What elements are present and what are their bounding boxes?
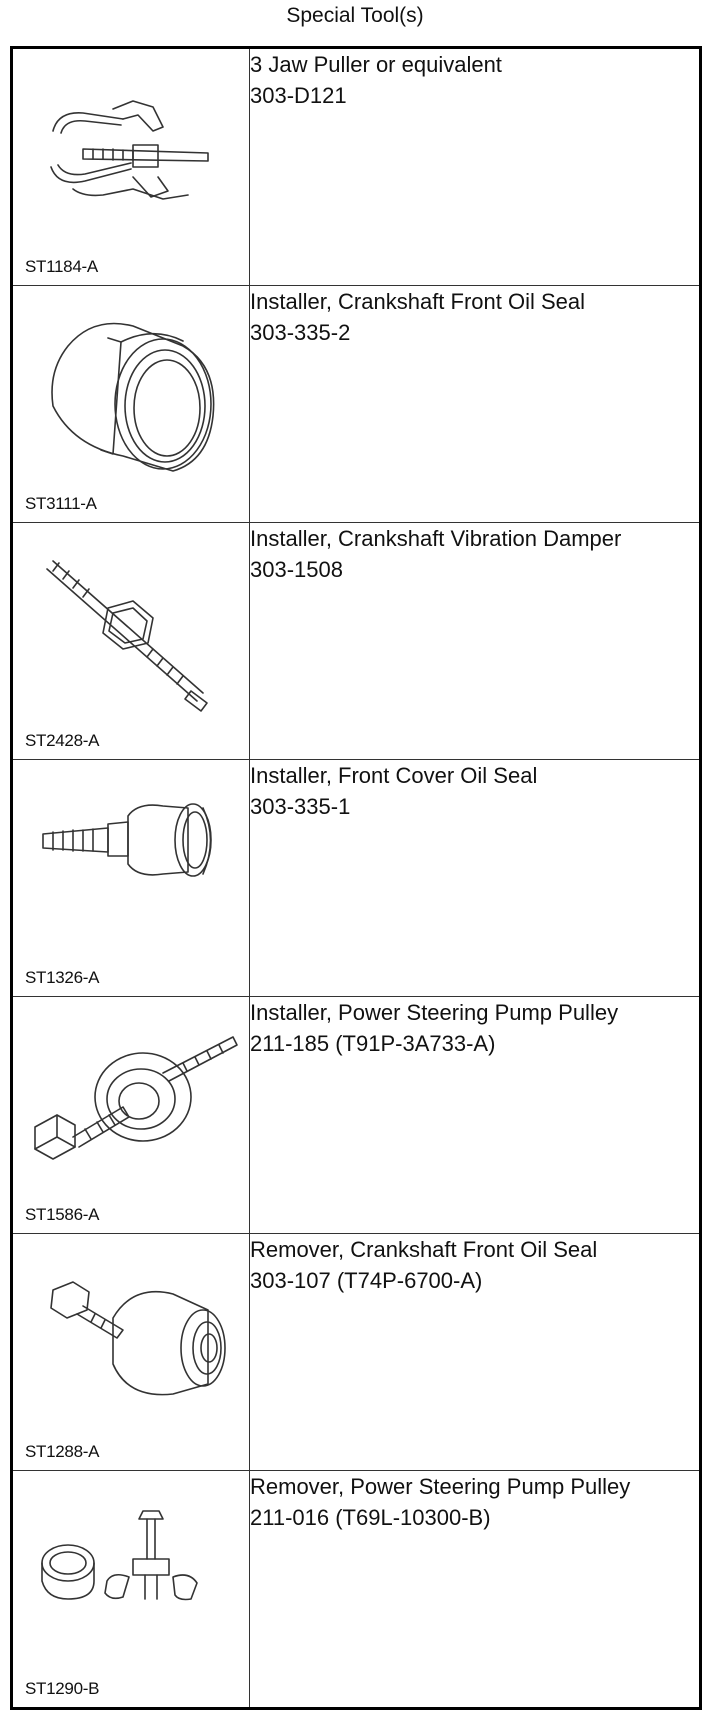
table-row (12, 286, 701, 523)
tool-description-cell (250, 1233, 701, 1470)
pulley-installer-icon (13, 997, 249, 1197)
cup-installer-icon (13, 760, 249, 960)
table-row (12, 1233, 701, 1470)
table-row (12, 996, 701, 1233)
tool-code: ST1290-B (25, 1679, 100, 1698)
seal-remover-icon (13, 1234, 249, 1434)
table-row (12, 759, 701, 996)
tool-code: ST1326-A (25, 967, 100, 987)
tool-number: 211-016 (T69L-10300-B) (250, 1504, 491, 1530)
threaded-rod-nut-icon (13, 523, 249, 723)
tool-code: ST1586-A (25, 1204, 100, 1224)
page-title: Special Tool(s) (286, 4, 424, 27)
pulley-remover-kit-icon (13, 1471, 249, 1671)
tool-number: 303-D121 (250, 83, 347, 108)
tool-illustration-cell (12, 1233, 250, 1470)
tool-number: 303-107 (T74P-6700-A) (250, 1267, 483, 1293)
tool-description-cell (250, 1470, 701, 1708)
tool-number: 303-1508 (250, 556, 343, 582)
special-tools-table (10, 46, 702, 1710)
tool-illustration-cell (12, 1470, 250, 1708)
tool-number: 303-335-2 (250, 320, 351, 345)
tool-description-cell (250, 522, 701, 759)
tool-code: ST3111-A (25, 493, 97, 513)
tool-illustration-cell (12, 48, 250, 286)
tool-name: Remover, Crankshaft Front Oil Seal (250, 1236, 598, 1262)
tool-description-cell (250, 996, 701, 1233)
tool-number: 303-335-1 (250, 793, 351, 819)
seal-installer-sleeve-icon (13, 286, 249, 486)
tool-description-cell (250, 48, 701, 286)
tool-number: 211-185 (T91P-3A733-A) (250, 1030, 496, 1056)
tool-description-cell (250, 759, 701, 996)
tool-name: Installer, Crankshaft Vibration Damper (250, 525, 622, 551)
tool-code: ST1288-A (25, 1441, 100, 1461)
tool-code: ST2428-A (25, 730, 100, 750)
jaw-puller-icon (13, 49, 249, 249)
tool-illustration-cell (12, 286, 250, 523)
tool-name: Remover, Power Steering Pump Pulley (250, 1473, 631, 1499)
tool-illustration-cell (12, 996, 250, 1233)
tool-illustration-cell (12, 522, 250, 759)
tool-illustration-cell (12, 759, 250, 996)
table-row (12, 1470, 701, 1708)
tool-description-cell (250, 286, 701, 523)
table-row (12, 522, 701, 759)
tool-name: Installer, Power Steering Pump Pulley (250, 999, 619, 1025)
tool-name: 3 Jaw Puller or equivalent (250, 52, 502, 77)
tool-name: Installer, Front Cover Oil Seal (250, 762, 538, 788)
table-row (12, 48, 701, 286)
tool-name: Installer, Crankshaft Front Oil Seal (250, 289, 586, 314)
tool-code: ST1184-A (25, 257, 98, 276)
